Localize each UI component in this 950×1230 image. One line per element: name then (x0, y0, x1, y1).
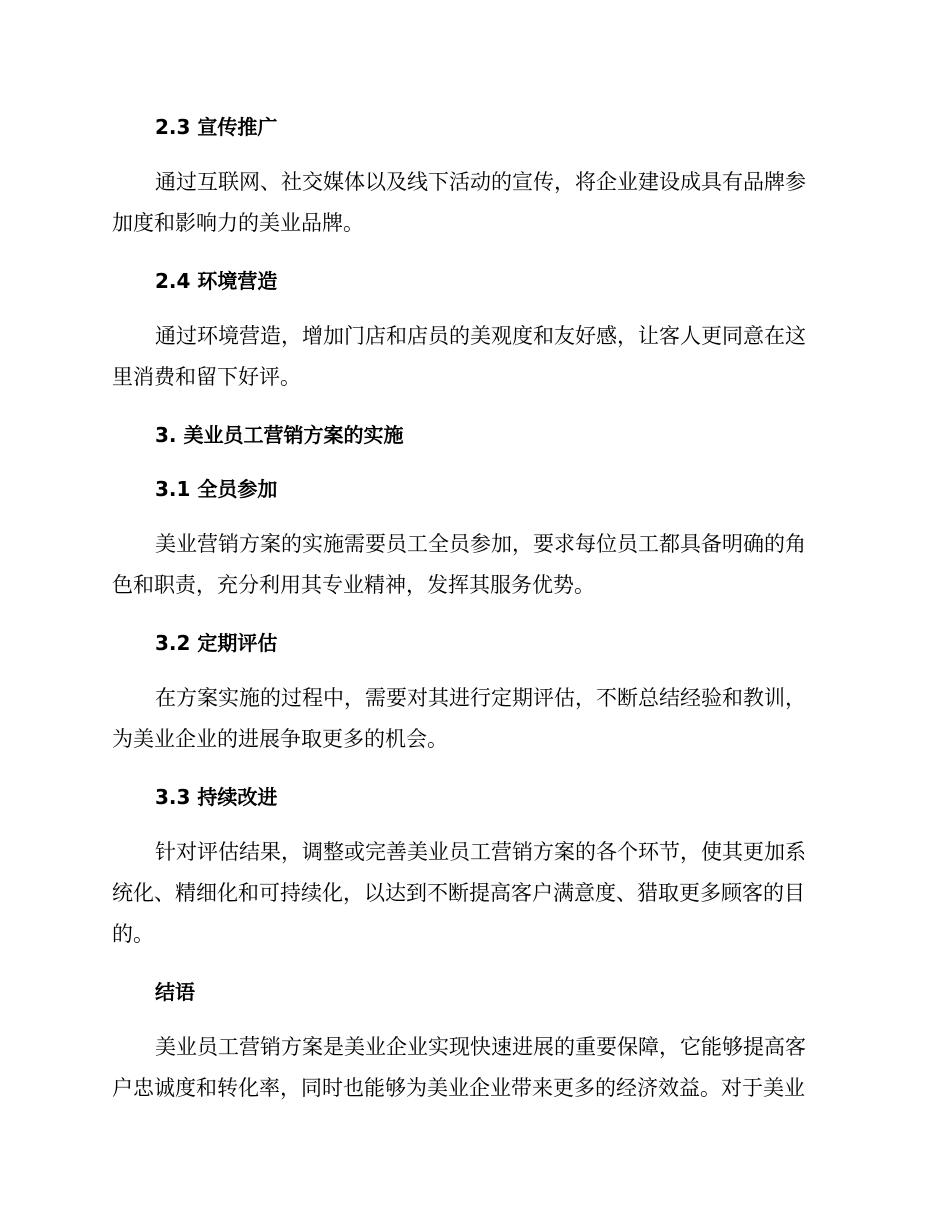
conclusion-heading: 结语 (155, 980, 195, 1004)
paragraph-line: 加度和影响力的美业品牌。 (112, 211, 364, 235)
document-body (112, 108, 832, 1127)
paragraph-line: 户忠诚度和转化率，同时也能够为美业企业带来更多的经济效益。对于美业 (112, 1076, 805, 1100)
paragraph-line: 美业员工营销方案是美业企业实现快速进展的重要保障，它能够提高客 (155, 1035, 806, 1059)
paragraph-line: 的。 (112, 922, 154, 946)
paragraph-line: 通过环境营造，增加门店和店员的美观度和友好感，让客人更同意在这 (155, 324, 806, 348)
section-heading: 3.2 定期评估 (155, 631, 278, 655)
paragraph-line: 针对评估结果，调整或完善美业员工营销方案的各个环节，使其更加系 (155, 840, 806, 864)
paragraph-line: 里消费和留下好评。 (112, 365, 301, 389)
section-heading: 3.3 持续改进 (155, 785, 278, 809)
section-paragraph (112, 524, 832, 606)
paragraph-line: 通过互联网、社交媒体以及线下活动的宣传，将企业建设成具有品牌参 (155, 170, 806, 194)
section-paragraph (112, 678, 832, 760)
section-paragraph (112, 162, 832, 244)
conclusion-paragraph (112, 1027, 832, 1109)
paragraph-line: 为美业企业的进展争取更多的机会。 (112, 727, 448, 751)
paragraph-line: 色和职责，充分利用其专业精神，发挥其服务优势。 (112, 573, 595, 597)
section-heading: 3.1 全员参加 (155, 477, 278, 501)
paragraph-line: 美业营销方案的实施需要员工全员参加，要求每位员工都具备明确的角 (155, 532, 806, 556)
chapter-heading: 3. 美业员工营销方案的实施 (155, 423, 404, 447)
section-paragraph (112, 832, 832, 955)
section-heading: 2.3 宣传推广 (155, 115, 278, 139)
paragraph-line: 统化、精细化和可持续化，以达到不断提高客户满意度、猎取更多顾客的目 (112, 881, 805, 905)
section-heading: 2.4 环境营造 (155, 269, 278, 293)
section-paragraph (112, 316, 832, 398)
paragraph-line: 在方案实施的过程中，需要对其进行定期评估，不断总结经验和教训， (155, 686, 806, 710)
